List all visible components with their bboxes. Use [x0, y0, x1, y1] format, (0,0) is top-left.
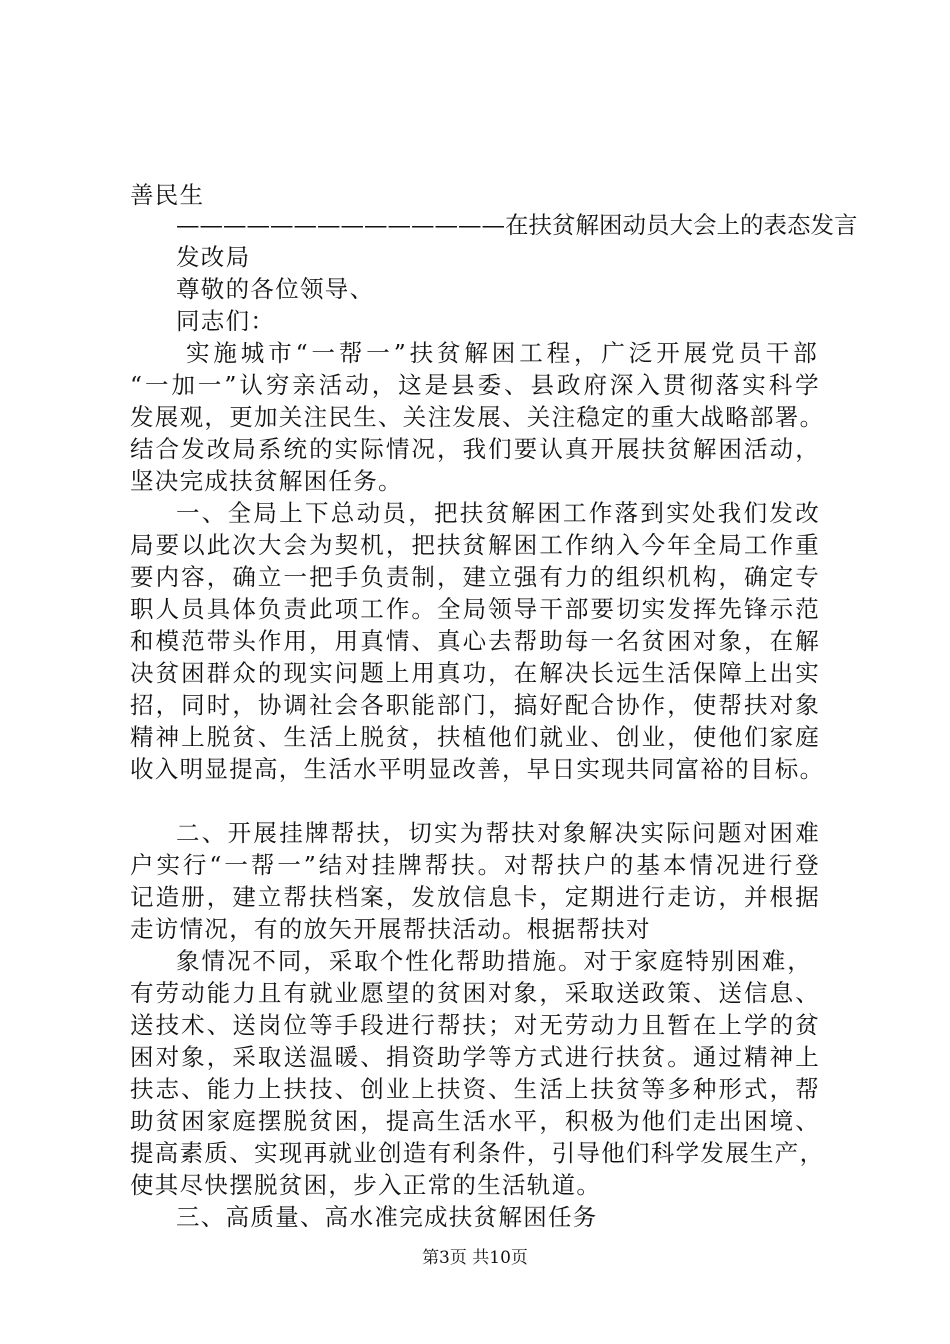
text-line: 提高素质、实现再就业创造有利条件，引导他们科学发展生产， — [130, 1139, 825, 1167]
section-heading: 三、高质量、高水准完成扶贫解困任务 — [176, 1203, 598, 1231]
text-line: 要内容，确立一把手负责制，建立强有力的组织机构，确定专 — [130, 563, 820, 591]
text-line: 决贫困群众的现实问题上用真功，在解决长远生活保障上出实 — [130, 659, 820, 687]
greeting-line: 尊敬的各位领导、 — [176, 275, 375, 303]
text-line: 户实行“一帮一”结对挂牌帮扶。对帮扶户的基本情况进行登 — [130, 851, 820, 879]
text-line: 困对象，采取送温暖、捐资助学等方式进行扶贫。通过精神上 — [130, 1043, 820, 1071]
greeting-line: 同志们： — [176, 307, 276, 335]
text-line: 结合发改局系统的实际情况，我们要认真开展扶贫解困活动， — [130, 435, 820, 463]
text-line: 记造册，建立帮扶档案，发放信息卡，定期进行走访，并根据 — [130, 883, 820, 911]
text-line: 实施城市“一帮一”扶贫解困工程，广泛开展党员干部 — [186, 339, 818, 367]
speech-title: ——————————————在扶贫解困动员大会上的表态发言 — [176, 211, 858, 239]
section-heading: 一、全局上下总动员，把扶贫解困工作落到实处我们发改 — [176, 499, 820, 527]
page-number: 第3页 共10页 — [422, 1248, 528, 1268]
text-line: 有劳动能力且有就业愿望的贫困对象，采取送政策、送信息、 — [130, 979, 820, 1007]
author-line: 发改局 — [176, 243, 251, 271]
text-line: 善民生 — [130, 181, 205, 209]
text-line: 使其尽快摆脱贫困，步入正常的生活轨道。 — [130, 1171, 602, 1199]
text-line: 助贫困家庭摆脱贫困，提高生活水平，积极为他们走出困境、 — [130, 1107, 820, 1135]
text-line: 走访情况，有的放矢开展帮扶活动。根据帮扶对 — [130, 915, 651, 943]
text-line: 发展观，更加关注民生、关注发展、关注稳定的重大战略部署。 — [130, 403, 825, 431]
text-line: 招，同时，协调社会各职能部门，搞好配合协作，使帮扶对象 — [130, 691, 820, 719]
section-heading: 二、开展挂牌帮扶，切实为帮扶对象解决实际问题对困难 — [176, 819, 820, 847]
text-line: “一加一”认穷亲活动，这是县委、县政府深入贯彻落实科学 — [130, 371, 820, 399]
text-line: 局要以此次大会为契机，把扶贫解困工作纳入今年全局工作重 — [130, 531, 820, 559]
text-line: 职人员具体负责此项工作。全局领导干部要切实发挥先锋示范 — [130, 595, 820, 623]
text-line: 送技术、送岗位等手段进行帮扶；对无劳动力且暂在上学的贫 — [130, 1011, 820, 1039]
text-line: 和模范带头作用，用真情、真心去帮助每一名贫困对象，在解 — [130, 627, 820, 655]
text-line: 精神上脱贫、生活上脱贫，扶植他们就业、创业，使他们家庭 — [130, 723, 820, 751]
text-line: 坚决完成扶贫解困任务。 — [130, 467, 403, 495]
text-line: 收入明显提高，生活水平明显改善，早日实现共同富裕的目标。 — [130, 755, 825, 783]
text-line: 扶志、能力上扶技、创业上扶资、生活上扶贫等多种形式，帮 — [130, 1075, 820, 1103]
text-line: 象情况不同，采取个性化帮助措施。对于家庭特别困难， — [176, 947, 812, 975]
